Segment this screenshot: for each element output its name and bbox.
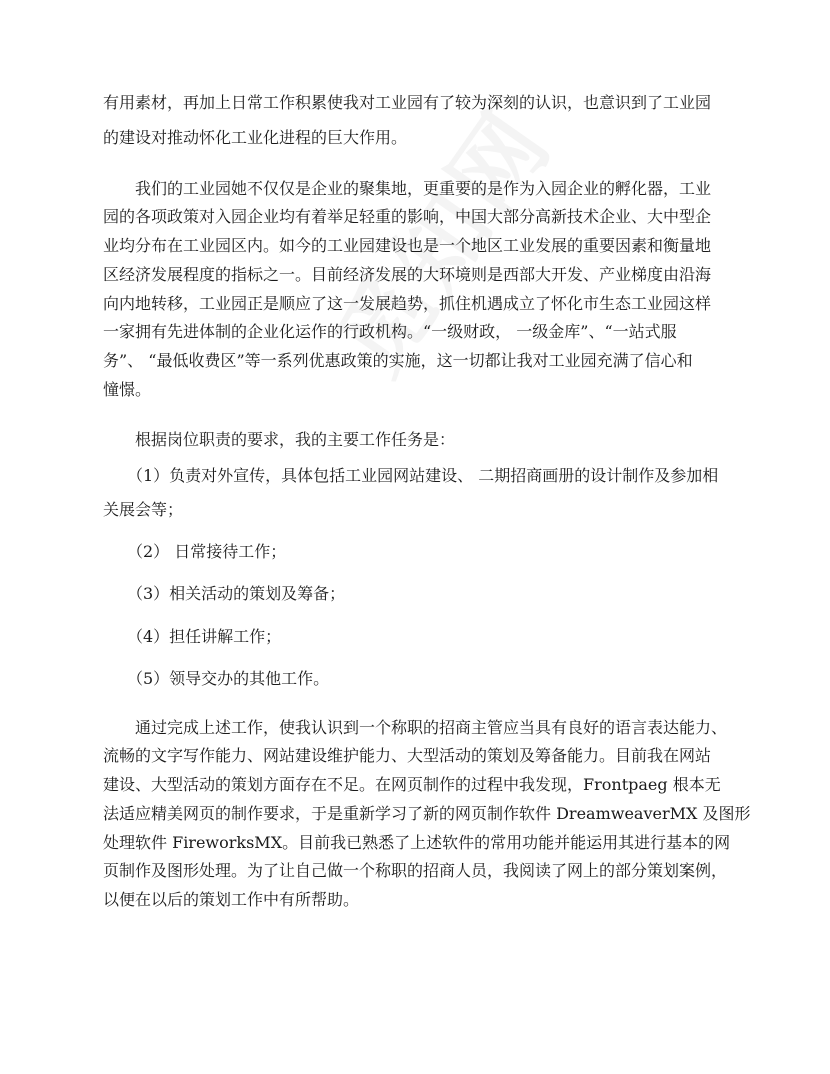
list-item: （2） 日常接待工作； (103, 542, 287, 561)
list-item: （3）相关活动的策划及筹备； (103, 584, 346, 603)
text-line: 务”、 “最低收费区”等一系列优惠政策的实施，这一切都让我对工业园充满了信心和 (103, 351, 693, 370)
text-line: 法适应精美网页的制作要求，于是重新学习了新的网页制作软件 DreamweaverMX 及图形 (103, 804, 751, 823)
text-line: 的建设对推动怀化工业化进程的巨大作用。 (103, 128, 408, 147)
text-line: 园的各项政策对入园企业均有着举足轻重的影响，中国大部分高新技术企业、大中型企 (103, 207, 712, 226)
text-line: 通过完成上述工作，使我认识到一个称职的招商主管应当具有良好的语言表达能力、 (103, 718, 728, 737)
text-line: 页制作及图形处理。为了让自己做一个称职的招商人员，我阅读了网上的部分策划案例， (103, 861, 728, 880)
list-item: （4）担任讲解工作； (103, 627, 282, 646)
text-line: 以便在以后的策划工作中有所帮助。 (103, 890, 360, 909)
text-line: 根据岗位职责的要求，我的主要工作任务是： (103, 430, 456, 449)
list-item: （5）领导交办的其他工作。 (103, 669, 330, 688)
text-line: 我们的工业园她不仅仅是企业的聚集地，更重要的是作为入园企业的孵化器，工业 (103, 179, 712, 198)
text-line: 关展会等； (103, 500, 184, 519)
text-line: 一家拥有先进体制的企业化运作的行政机构。“一级财政， 一级金库”、“一站式服 (103, 322, 677, 341)
text-line: 建设、大型活动的策划方面存在不足。在网页制作的过程中我发现，Frontpaeg 根本无 (103, 775, 721, 794)
text-line: 流畅的文字写作能力、网站建设维护能力、大型活动的策划及筹备能力。目前我在网站 (103, 746, 712, 765)
text-line: 业均分布在工业园区内。如今的工业园建设也是一个地区工业发展的重要因素和衡量地 (103, 236, 712, 255)
text-line: 区经济发展程度的指标之一。目前经济发展的大环境则是西部大开发、产业梯度由沿海 (103, 265, 712, 284)
text-line: （1）负责对外宣传，具体包括工业园网站建设、 二期招商画册的设计制作及参加相 (103, 466, 719, 485)
text-line: 有用素材，再加上日常工作积累使我对工业园有了较为深刻的认识，也意识到了工业园 (103, 93, 712, 112)
text-line: 憧憬。 (103, 380, 152, 399)
text-line: 处理软件 FireworksMX。目前我已熟悉了上述软件的常用功能并能运用其进行基本的网 (103, 833, 731, 852)
text-line: 向内地转移，工业园正是顺应了这一发展趋势，抓住机遇成立了怀化市生态工业园这样 (103, 294, 712, 313)
